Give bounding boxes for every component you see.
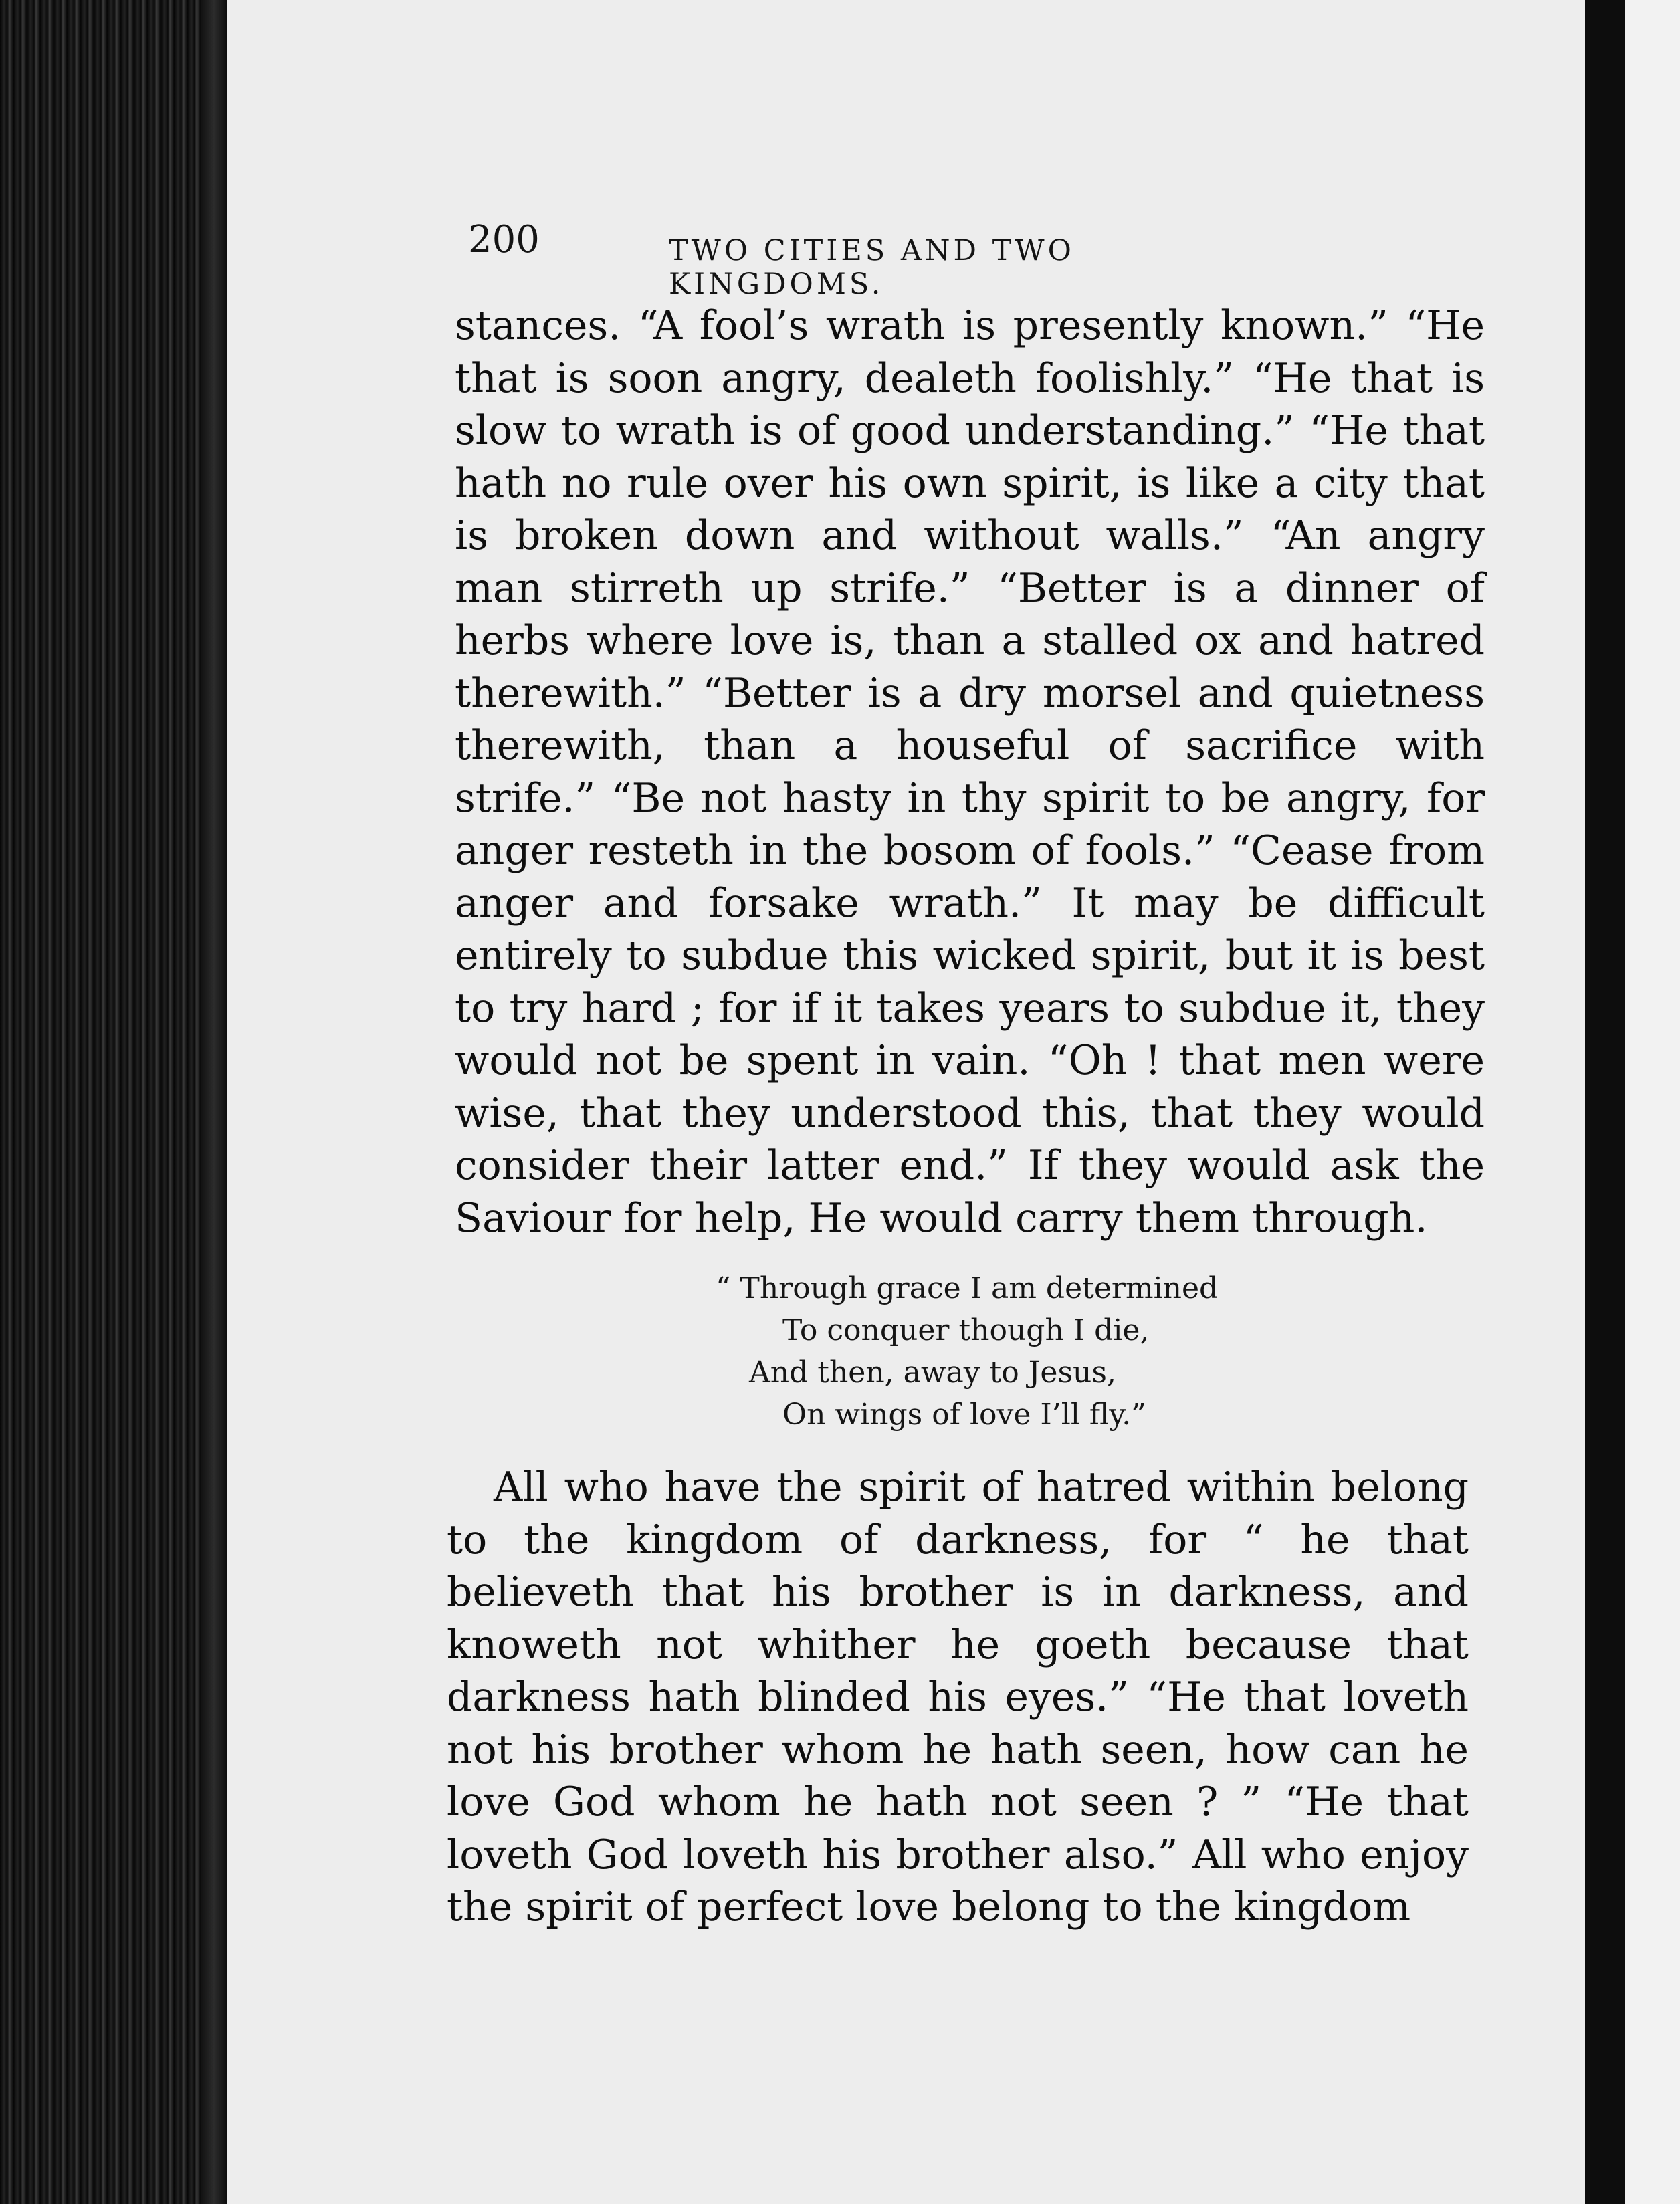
page-header: [468, 218, 1297, 301]
main-text-block: [455, 300, 1485, 1244]
second-text-block: [447, 1461, 1469, 1934]
paragraph: stances. “A fool’s wrath is presently known.” “He that is soon angry, dealeth foolishly.” “He that is slow to wrath is of good understanding.” “He that hath no rule over his own spirit, is like a city that is broken down and without walls.” “An angry man stirreth up strife.” “Better is a dinner of herbs where love is, than a stalled ox and hatred therewith.” “Better is a dry morsel and quietness therewith, than a houseful of sacrifice with strife.” “Be not hasty in thy spirit to be angry, for anger resteth in the bosom of fools.” “Cease from anger and forsake wrath.” It may be difficult entirely to subdue this wicked spirit, but it is best to try hard ; for if it takes years to subdue it, they would not be spent in vain. “Oh ! that men were wise, that they understood this, that they would consider their latter end.” If they would ask the Saviour for help, He would carry them through.: [455, 302, 1485, 1242]
verse-line: And then, away to Jesus,: [749, 1355, 1116, 1390]
page-number: 200: [468, 218, 540, 261]
paragraph: All who have the spirit of hatred within belong to the kingdom of darkness, for “ he that believeth that his brother is in darkness, and knoweth not whither he goeth because that darkness hath blinded his eyes.” “He that loveth not his brother whom he hath seen, how can he love God whom he hath not seen ? ” “He that loveth God loveth his brother also.” All who enjoy the spirit of perfect love belong to the kingdom: [447, 1464, 1469, 1931]
gutter-shadow: [201, 0, 227, 2204]
verse-line: “ Through grace I am determined: [716, 1271, 1219, 1305]
page-edge-shadow: [1585, 0, 1625, 2204]
facing-page-strip: [1625, 0, 1680, 2204]
verse-quotation: [716, 1267, 1291, 1436]
verse-line: On wings of love I’ll fly.”: [782, 1398, 1146, 1432]
verse-line: To conquer though I die,: [782, 1313, 1150, 1347]
book-spine-edge: [0, 0, 227, 2204]
running-title: TWO CITIES AND TWO KINGDOMS.: [669, 234, 1075, 301]
